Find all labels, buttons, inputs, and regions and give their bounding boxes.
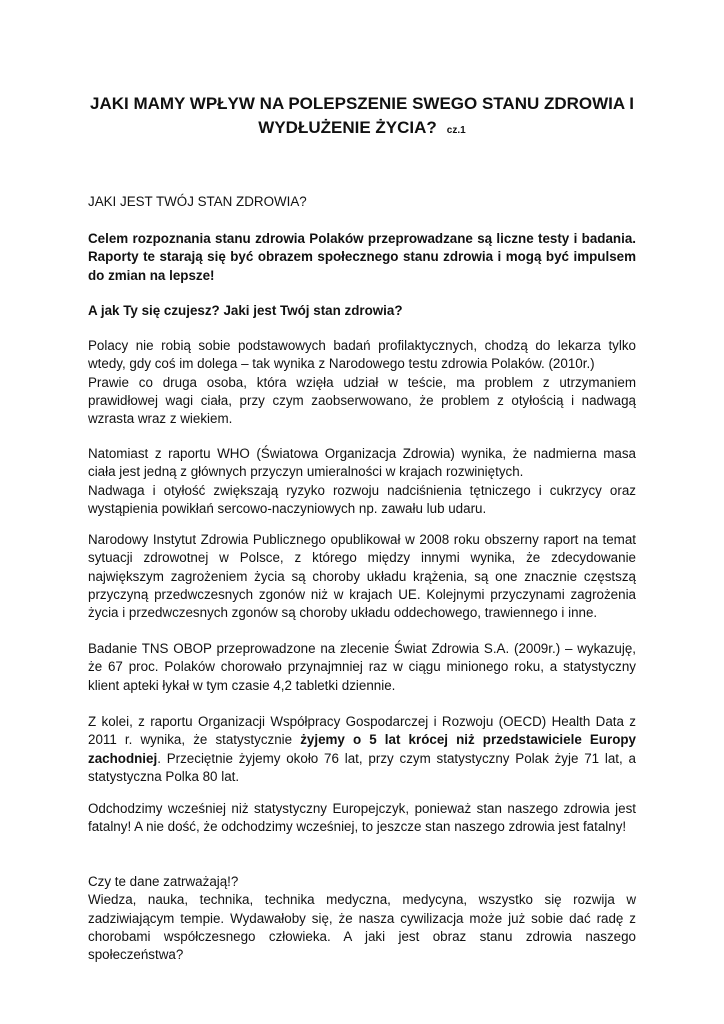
paragraph-1-line-2: wtedy, gdy coś im dolega – tak wynika z Narodowego testu zdrowia Polaków. (2010r.)	[88, 356, 595, 372]
paragraph-6: Odchodzimy wcześniej niż statystyczny Europejczyk, ponieważ stan naszego zdrowia jest fatalny! A nie dość, że odchodzimy wcześniej, to jeszcze stan naszego zdrowia jest fatalny!	[88, 801, 636, 835]
page-title	[60, 92, 664, 143]
paragraph-4: Badanie TNS OBOP przeprowadzone na zlecenie Świat Zdrowia S.A. (2009r.) – wykazuję, że 67 proc. Polaków chorowało przynajmniej raz w ciągu minionego roku, a statystyczny klient apteki łykał w tym czasie 4,2 tabletki dziennie.	[88, 641, 636, 693]
paragraph-2-line-1: Natomiast z raportu WHO (Światowa Organizacja Zdrowia) wynika, że nadmierna masa	[88, 446, 636, 461]
paragraph-7	[88, 873, 636, 964]
paragraph-5	[88, 713, 636, 786]
paragraph-2	[88, 445, 636, 518]
intro-paragraph: Celem rozpoznania stanu zdrowia Polaków przeprowadzane są liczne testy i badania. Raporty te starają się być obrazem społecznego stanu zdrowia i mogą być impulsem do zmian na lepsze!	[88, 231, 636, 283]
paragraph-5-text-b: . Przeciętnie żyjemy około 76 lat, przy czym statystyczny Polak żyje 71 lat, a statystyczna Polka 80 lat.	[88, 750, 636, 784]
paragraph-2-line-2: ciała jest jedną z głównych przyczyn umieralności w krajach rozwiniętych.	[88, 464, 524, 480]
paragraph-1-line-1: Polacy nie robią sobie podstawowych badań profilaktycznych, chodzą do lekarza tylko	[88, 338, 636, 353]
paragraph-1	[88, 337, 636, 428]
section-heading: JAKI JEST TWÓJ STAN ZDROWIA?	[88, 194, 307, 209]
paragraph-7-line-1: Czy te dane zatrważają!?	[88, 874, 239, 889]
question-heading: A jak Ty się czujesz? Jaki jest Twój stan zdrowia?	[88, 303, 403, 318]
paragraph-1-rest: Prawie co druga osoba, która wzięła udział w teście, ma problem z utrzymaniem prawidłowej wagi ciała, przy czym zaobserwowano, że problem z otyłością i nadwagą wzrasta wraz z wiekiem.	[88, 374, 636, 427]
paragraph-5-text-a: Z kolei, z raportu Organizacji Współpracy Gospodarczej i Rozwoju (OECD) Health Data z 2011 r. wynika, że statystycznie	[88, 714, 636, 748]
title-line-1: JAKI MAMY WPŁYW NA POLEPSZENIE SWEGO STANU ZDROWIA I	[89, 94, 634, 113]
paragraph-2-rest: Nadwaga i otyłość zwiększają ryzyko rozwoju nadciśnienia tętniczego i cukrzycy oraz wystąpienia powikłań sercowo-naczyniowych np. zawału lub udaru.	[88, 482, 636, 516]
title-line-2: WYDŁUŻENIE ŻYCIA?	[258, 118, 437, 137]
part-label: cz.1	[446, 125, 466, 136]
paragraph-3: Narodowy Instytut Zdrowia Publicznego opublikował w 2008 roku obszerny raport na temat sytuacji zdrowotnej w Polsce, z którego między innymi wynika, że zdecydowanie największym zagrożeniem życia są choroby układu krążenia, są one znacznie częstszą przyczyną przedwczesnych zgonów niż w krajach UE. Kolejnymi przyczynami zagrożenia życia i przedwczesnych zgonów są choroby układu oddechowego, trawiennego i inne.	[88, 532, 636, 621]
paragraph-5-highlight: żyjemy o 5 lat krócej niż przedstawiciele Europy zachodniej	[88, 732, 637, 766]
paragraph-7-rest: Wiedza, nauka, technika, technika medyczna, medycyna, wszystko się rozwija w zadziwiającym tempie. Wydawałoby się, że nasza cywilizacja może już sobie dać radę z chorobami współczesnego człowieka. A jaki jest obraz stanu zdrowia naszego społeczeństwa?	[88, 892, 636, 963]
